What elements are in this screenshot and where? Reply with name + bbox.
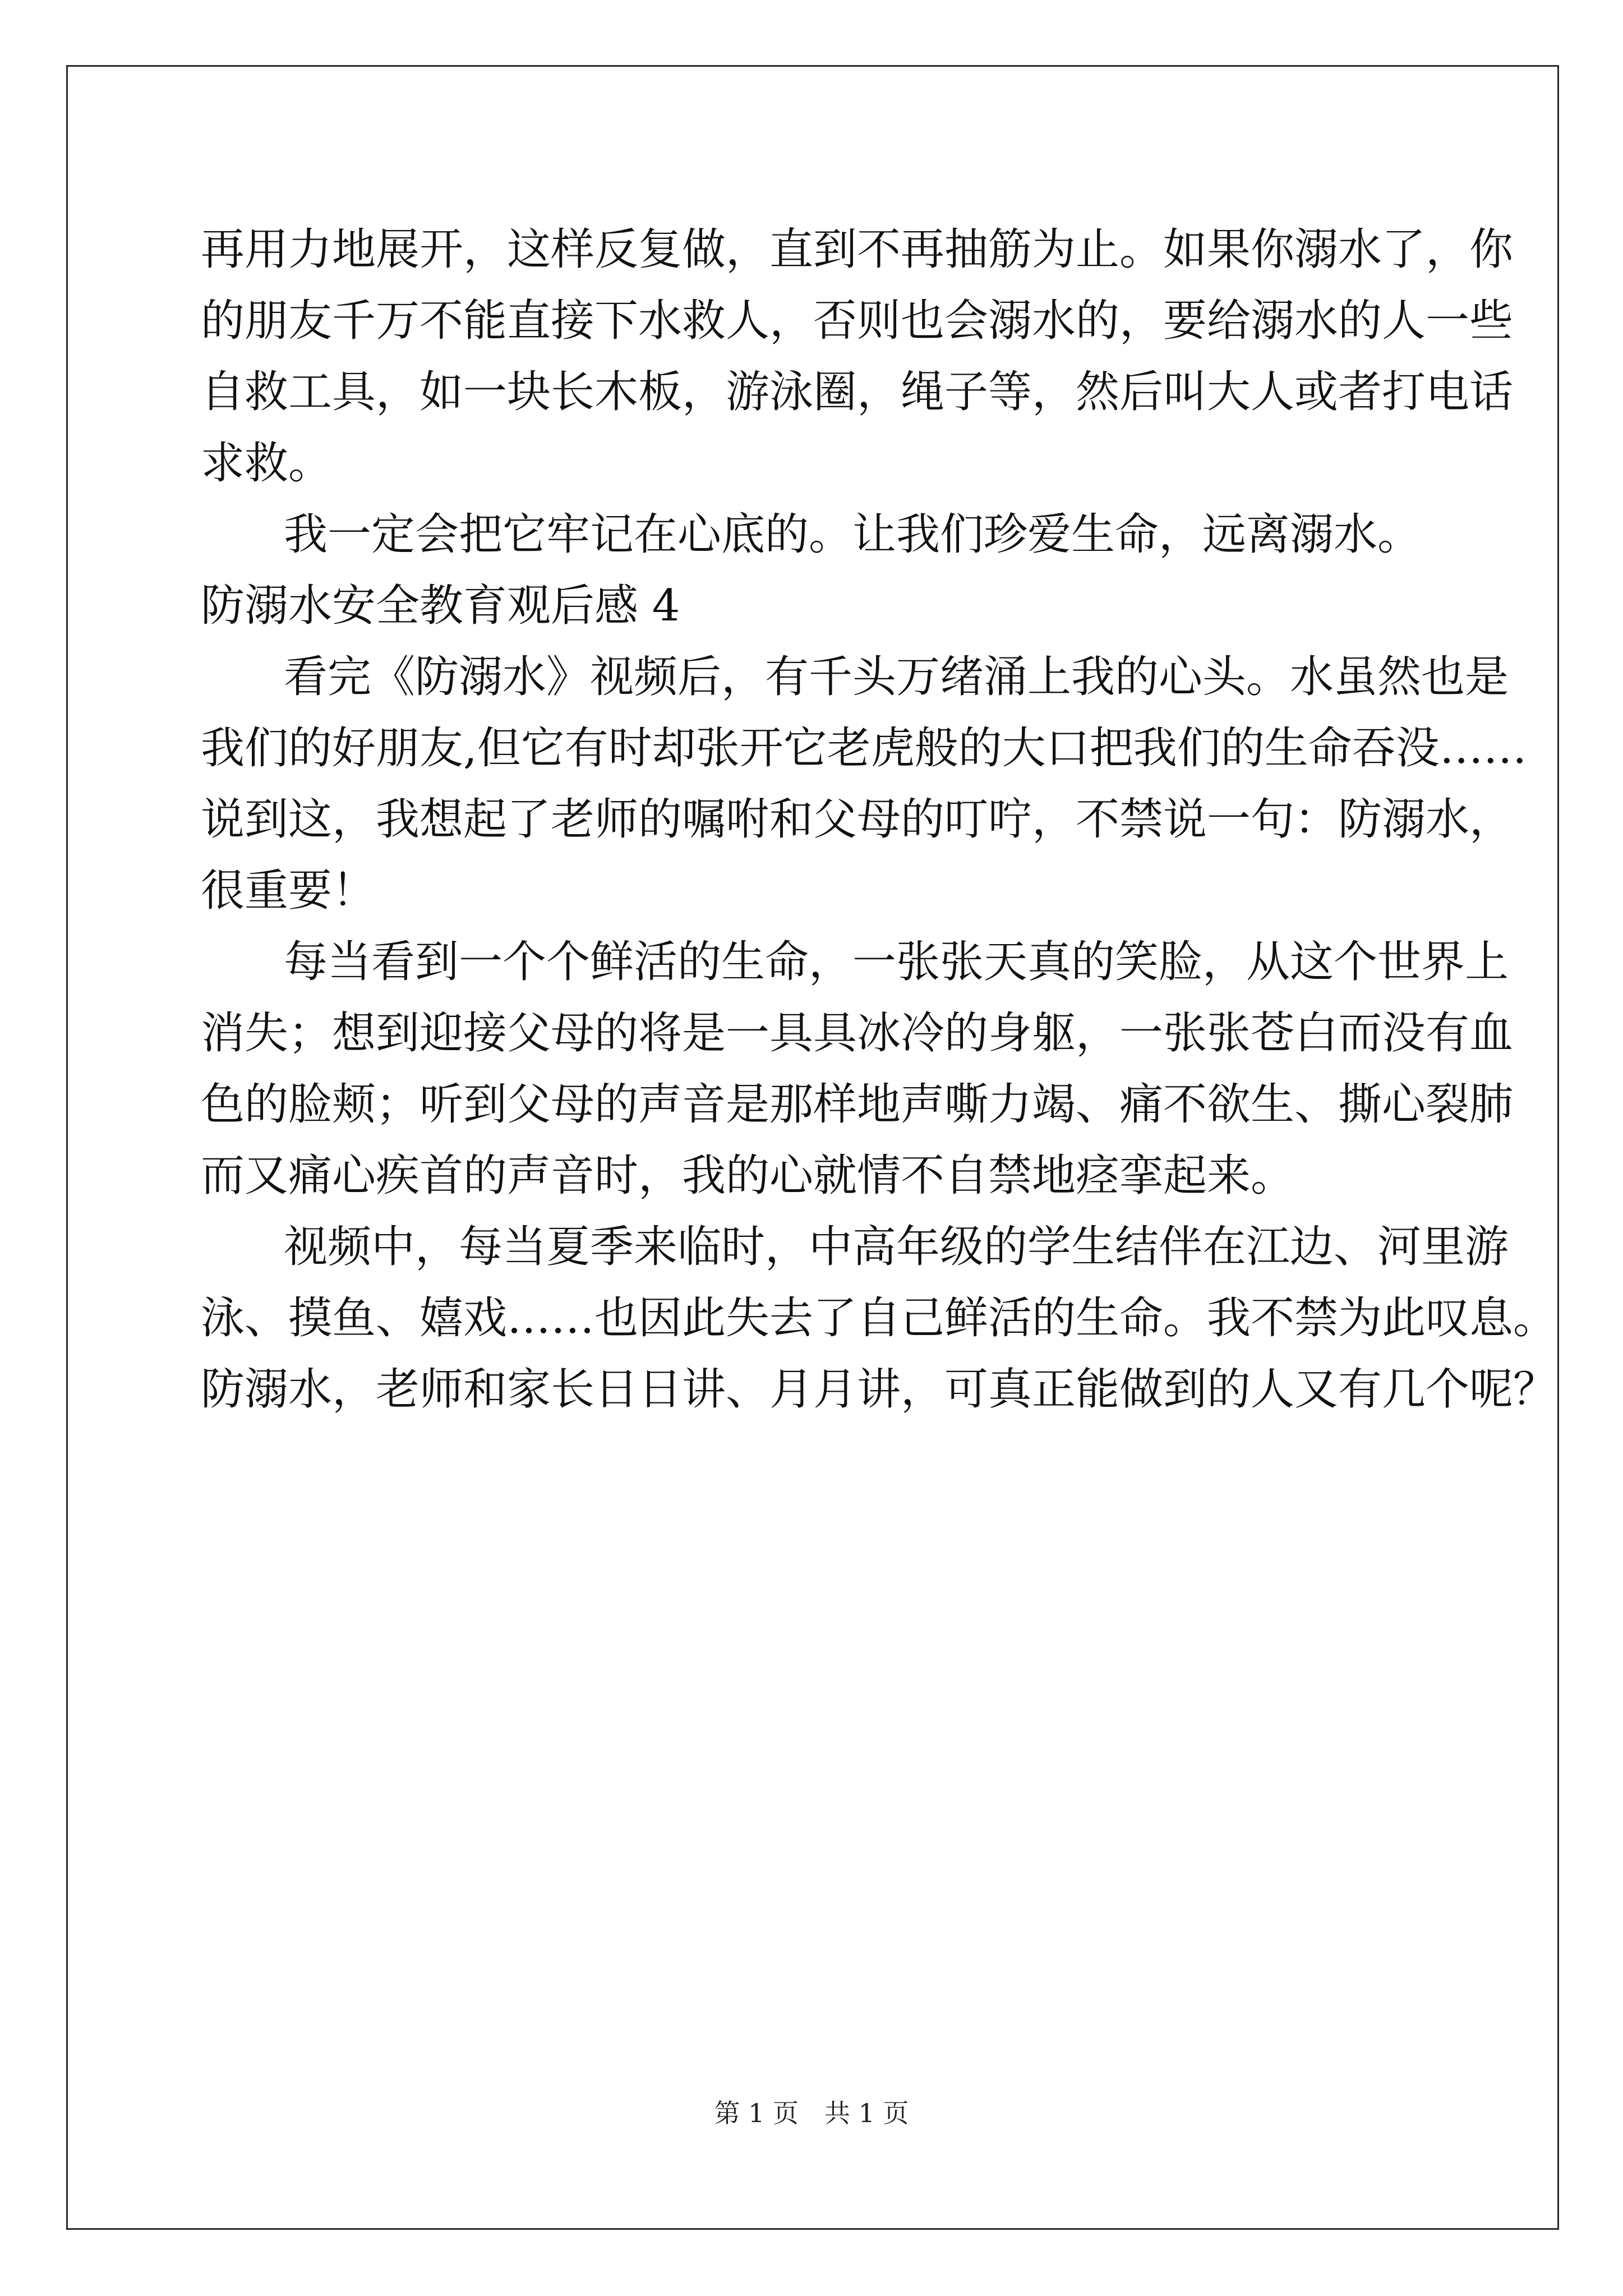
- text-line: 视频中，每当夏季来临时，中高年级的学生结伴在江边、河里游: [284, 1222, 1509, 1272]
- text-line: 每当看到一个个鲜活的生命，一张张天真的笑脸，从这个世界上: [284, 937, 1509, 987]
- page-number: 第 1 页 共 1 页: [714, 2098, 909, 2128]
- text-line: 色的脸颊；听到父母的声音是那样地声嘶力竭、痛不欲生、撕心裂肺: [201, 1079, 1514, 1130]
- text-line: 看完《防溺水》视频后，有千头万绪涌上我的心头。水虽然也是: [284, 652, 1509, 702]
- text-line: 自救工具，如一块长木板，游泳圈，绳子等，然后叫大人或者打电话: [201, 367, 1514, 417]
- text-line: 消失；想到迎接父母的将是一具具冰冷的身躯，一张张苍白而没有血: [201, 1008, 1514, 1059]
- text-line: 而又痛心疾首的声音时，我的心就情不自禁地痉挛起来。: [201, 1151, 1295, 1201]
- text-line: 再用力地展开，这样反复做，直到不再抽筋为止。如果你溺水了，你: [201, 224, 1514, 275]
- text-line: 泳、摸鱼、嬉戏……也因此失去了自己鲜活的生命。我不禁为此叹息。: [201, 1293, 1557, 1343]
- text-line: 我们的好朋友,但它有时却张开它老虎般的大口把我们的生命吞没……: [201, 723, 1527, 774]
- text-line: 我一定会把它牢记在心底的。让我们珍爱生命，远离溺水。: [284, 509, 1422, 560]
- text-line: 的朋友千万不能直接下水救人，否则也会溺水的，要给溺水的人一些: [201, 296, 1514, 346]
- text-line: 很重要！: [201, 866, 376, 916]
- text-line: 防溺水，老师和家长日日讲、月月讲，可真正能做到的人又有几个呢？: [201, 1364, 1557, 1415]
- text-line: 求救。: [201, 438, 333, 489]
- text-line: 说到这，我想起了老师的嘱咐和父母的叮咛，不禁说一句：防溺水，: [201, 794, 1514, 845]
- section-heading: 防溺水安全教育观后感 4: [201, 581, 680, 631]
